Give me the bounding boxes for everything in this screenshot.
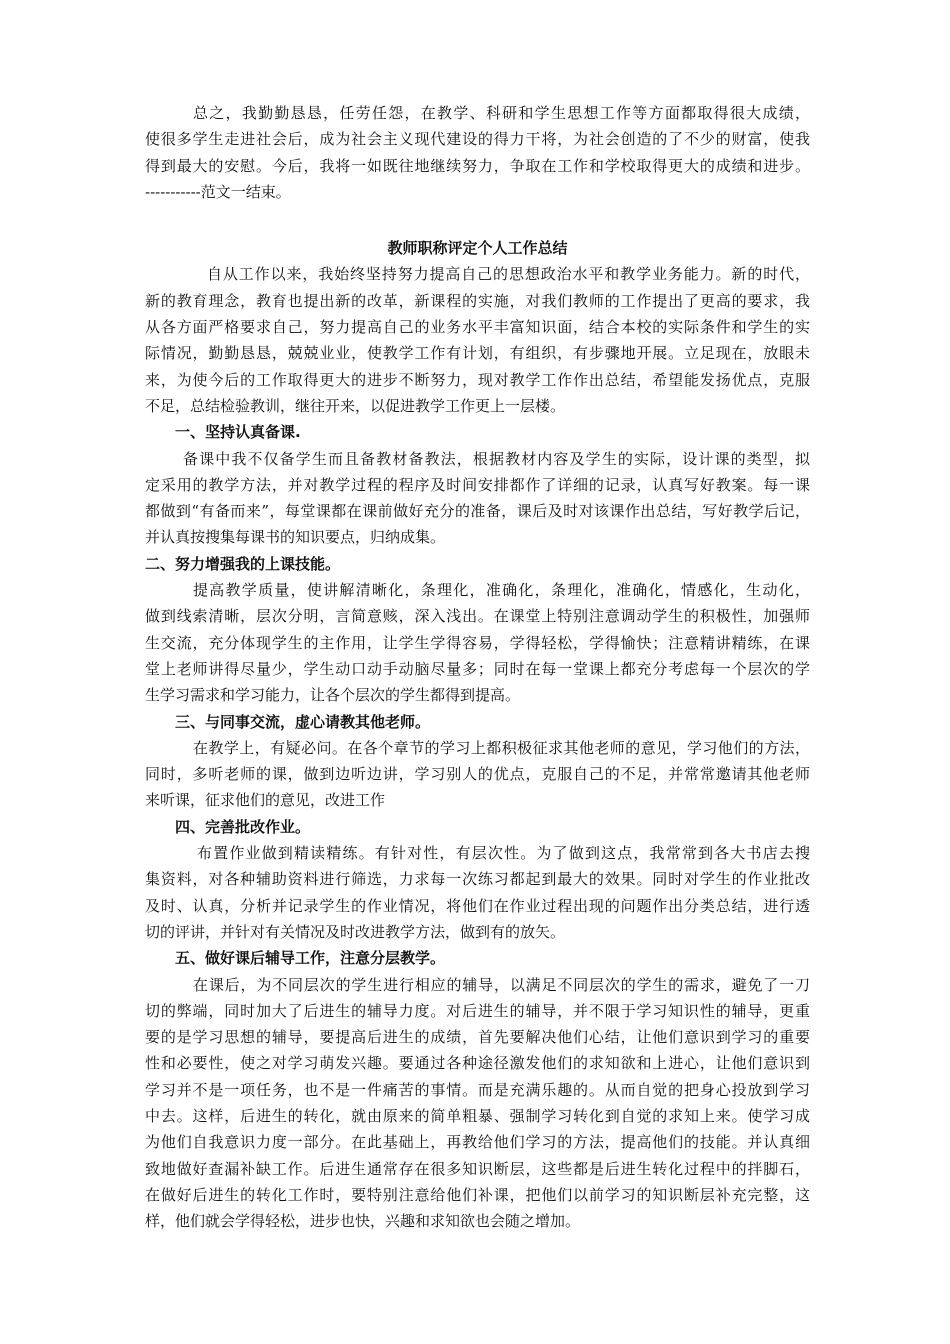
section-heading: 五、做好课后辅导工作，注意分层教学。 [175,949,446,968]
text-line: 集资料，对各种辅助资料进行筛选，力求每一次练习都起到最大的效果。同时对学生的作业批改 [145,870,810,889]
text-line: 不足，总结检验教训，继往开来，以促进教学工作更上一层楼。 [145,396,566,415]
text-line: 要的是学习思想的辅导，要提高后进生的成绩，首先要解决他们心结，让他们意识到学习的重要 [145,1028,810,1047]
text-line: 从各方面严格要求自己，努力提高自己的业务水平丰富知识面，结合本校的实际条件和学生的实 [145,318,810,337]
text-line: 备课中我不仅备学生而且备教材备教法，根据教材内容及学生的实际，设计课的类型，拟 [183,449,810,468]
text-line: 布置作业做到精读精练。有针对性，有层次性。为了做到这点，我常常到各大书店去搜 [197,844,810,863]
section-heading: 四、完善批改作业。 [175,817,311,836]
text-line: -----------范文一结束。 [145,182,291,201]
section-5 [145,945,810,1234]
text-line: 同时，多听老师的课，做到边听边讲，学习别人的优点，克服自己的不足，并常常邀请其他老师 [145,765,810,784]
text-line: 生交流，充分体现学生的主作用，让学生学得容易，学得轻松，学得愉快；注意精讲精练，在课 [145,633,810,652]
document-title: 教师职称评定个人工作总结 [387,239,568,258]
text-line: 切的评讲，并针对有关情况及时改进教学方法，做到有的放矢。 [145,922,566,941]
text-line: 提高教学质量，使讲解清晰化，条理化，准确化，条理化，准确化，情感化，生动化， [193,581,810,600]
section-heading: 一、坚持认真备课. [175,423,301,442]
intro-paragraph [145,100,810,205]
text-line: 及时、认真，分析并记录学生的作业情况，将他们在作业过程出现的问题作出分类总结，进行透 [145,896,810,915]
text-line: 在教学上，有疑必问。在各个章节的学习上都积极征求其他老师的意见，学习他们的方法， [193,738,810,757]
text-line: 得到最大的安慰。今后，我将一如既往地继续努力，争取在工作和学校取得更大的成绩和进步。 [145,156,810,175]
text-line: 为他们自我意识力度一部分。在此基础上，再教给他们学习的方法，提高他们的技能。并认真细 [145,1133,810,1152]
text-line: 自从工作以来，我始终坚持努力提高自己的思想政治水平和教学业务能力。新的时代， [207,265,810,284]
document-page [145,100,810,1234]
section-1 [145,419,810,550]
section-heading: 二、努力增强我的上课技能。 [145,554,341,573]
text-line: 在做好后进生的转化工作时，要特别注意给他们补课，把他们以前学习的知识断层补充完整，这 [145,1185,810,1204]
text-line: 性和必要性，使之对学习萌发兴趣。要通过各种途径激发他们的求知欲和上进心，让他们意识到 [145,1054,810,1073]
opening-paragraph [145,261,810,419]
section-2 [145,551,810,709]
text-line: 中去。这样，后进生的转化，就由原来的简单粗暴、强制学习转化到自觉的求知上来。使学习成 [145,1106,810,1125]
text-line: 生学习需求和学习能力，让各个层次的学生都得到提高。 [145,686,521,705]
text-line: 使很多学生走进社会后，成为社会主义现代建设的得力干将，为社会创造的了不少的财富，使我 [145,130,810,149]
section-heading: 三、与同事交流，虚心请教其他老师。 [175,712,431,731]
text-line: 际情况，勤勤恳恳，兢兢业业，使教学工作有计划，有组织，有步骤地开展。立足现在，放眼未 [145,344,810,363]
text-line: 新的教育理念，教育也提出新的改革，新课程的实施，对我们教师的工作提出了更高的要求，我 [145,291,810,310]
text-line: 切的弊端，同时加大了后进生的辅导力度。对后进生的辅导，并不限于学习知识性的辅导，更重 [145,1001,810,1020]
text-line: 堂上老师讲得尽量少，学生动口动手动脑尽量多；同时在每一堂课上都充分考虑每一个层次的学 [145,659,810,678]
text-line: 并认真按搜集每课书的知识要点，归纳成集。 [145,528,446,547]
section-4 [145,814,810,945]
text-line: 学习并不是一项任务，也不是一件痛苦的事情。而是充满乐趣的。从而自觉的把身心投放到学习 [145,1080,810,1099]
text-line: 致地做好查漏补缺工作。后进生通常存在很多知识断层，这些都是后进生转化过程中的拌脚石， [145,1159,810,1178]
section-3 [145,709,810,814]
text-line: 来，为使今后的工作取得更大的进步不断努力，现对教学工作作出总结，希望能发扬优点，克服 [145,370,810,389]
text-line: 在课后，为不同层次的学生进行相应的辅导，以满足不同层次的学生的需求，避免了一刀 [193,975,810,994]
spacer [145,205,810,235]
text-line: 总之，我勤勤恳恳，任劳任怨，在教学、科研和学生思想工作等方面都取得很大成绩， [193,104,810,122]
text-line: 来听课，征求他们的意见，改进工作 [145,791,386,810]
text-line: 样，他们就会学得轻松，进步也快，兴趣和求知欲也会随之增加。 [145,1212,581,1231]
text-line: 定采用的教学方法，并对教学过程的程序及时间安排都作了详细的记录，认真写好教案。每一课 [145,475,810,494]
text-line: 都做到“有备而来”，每堂课都在课前做好充分的准备，课后及时对该课作出总结，写好教学后记， [145,502,810,521]
text-line: 做到线索清晰，层次分明，言简意赅，深入浅出。在课堂上特别注意调动学生的积极性，加强师 [145,607,810,626]
